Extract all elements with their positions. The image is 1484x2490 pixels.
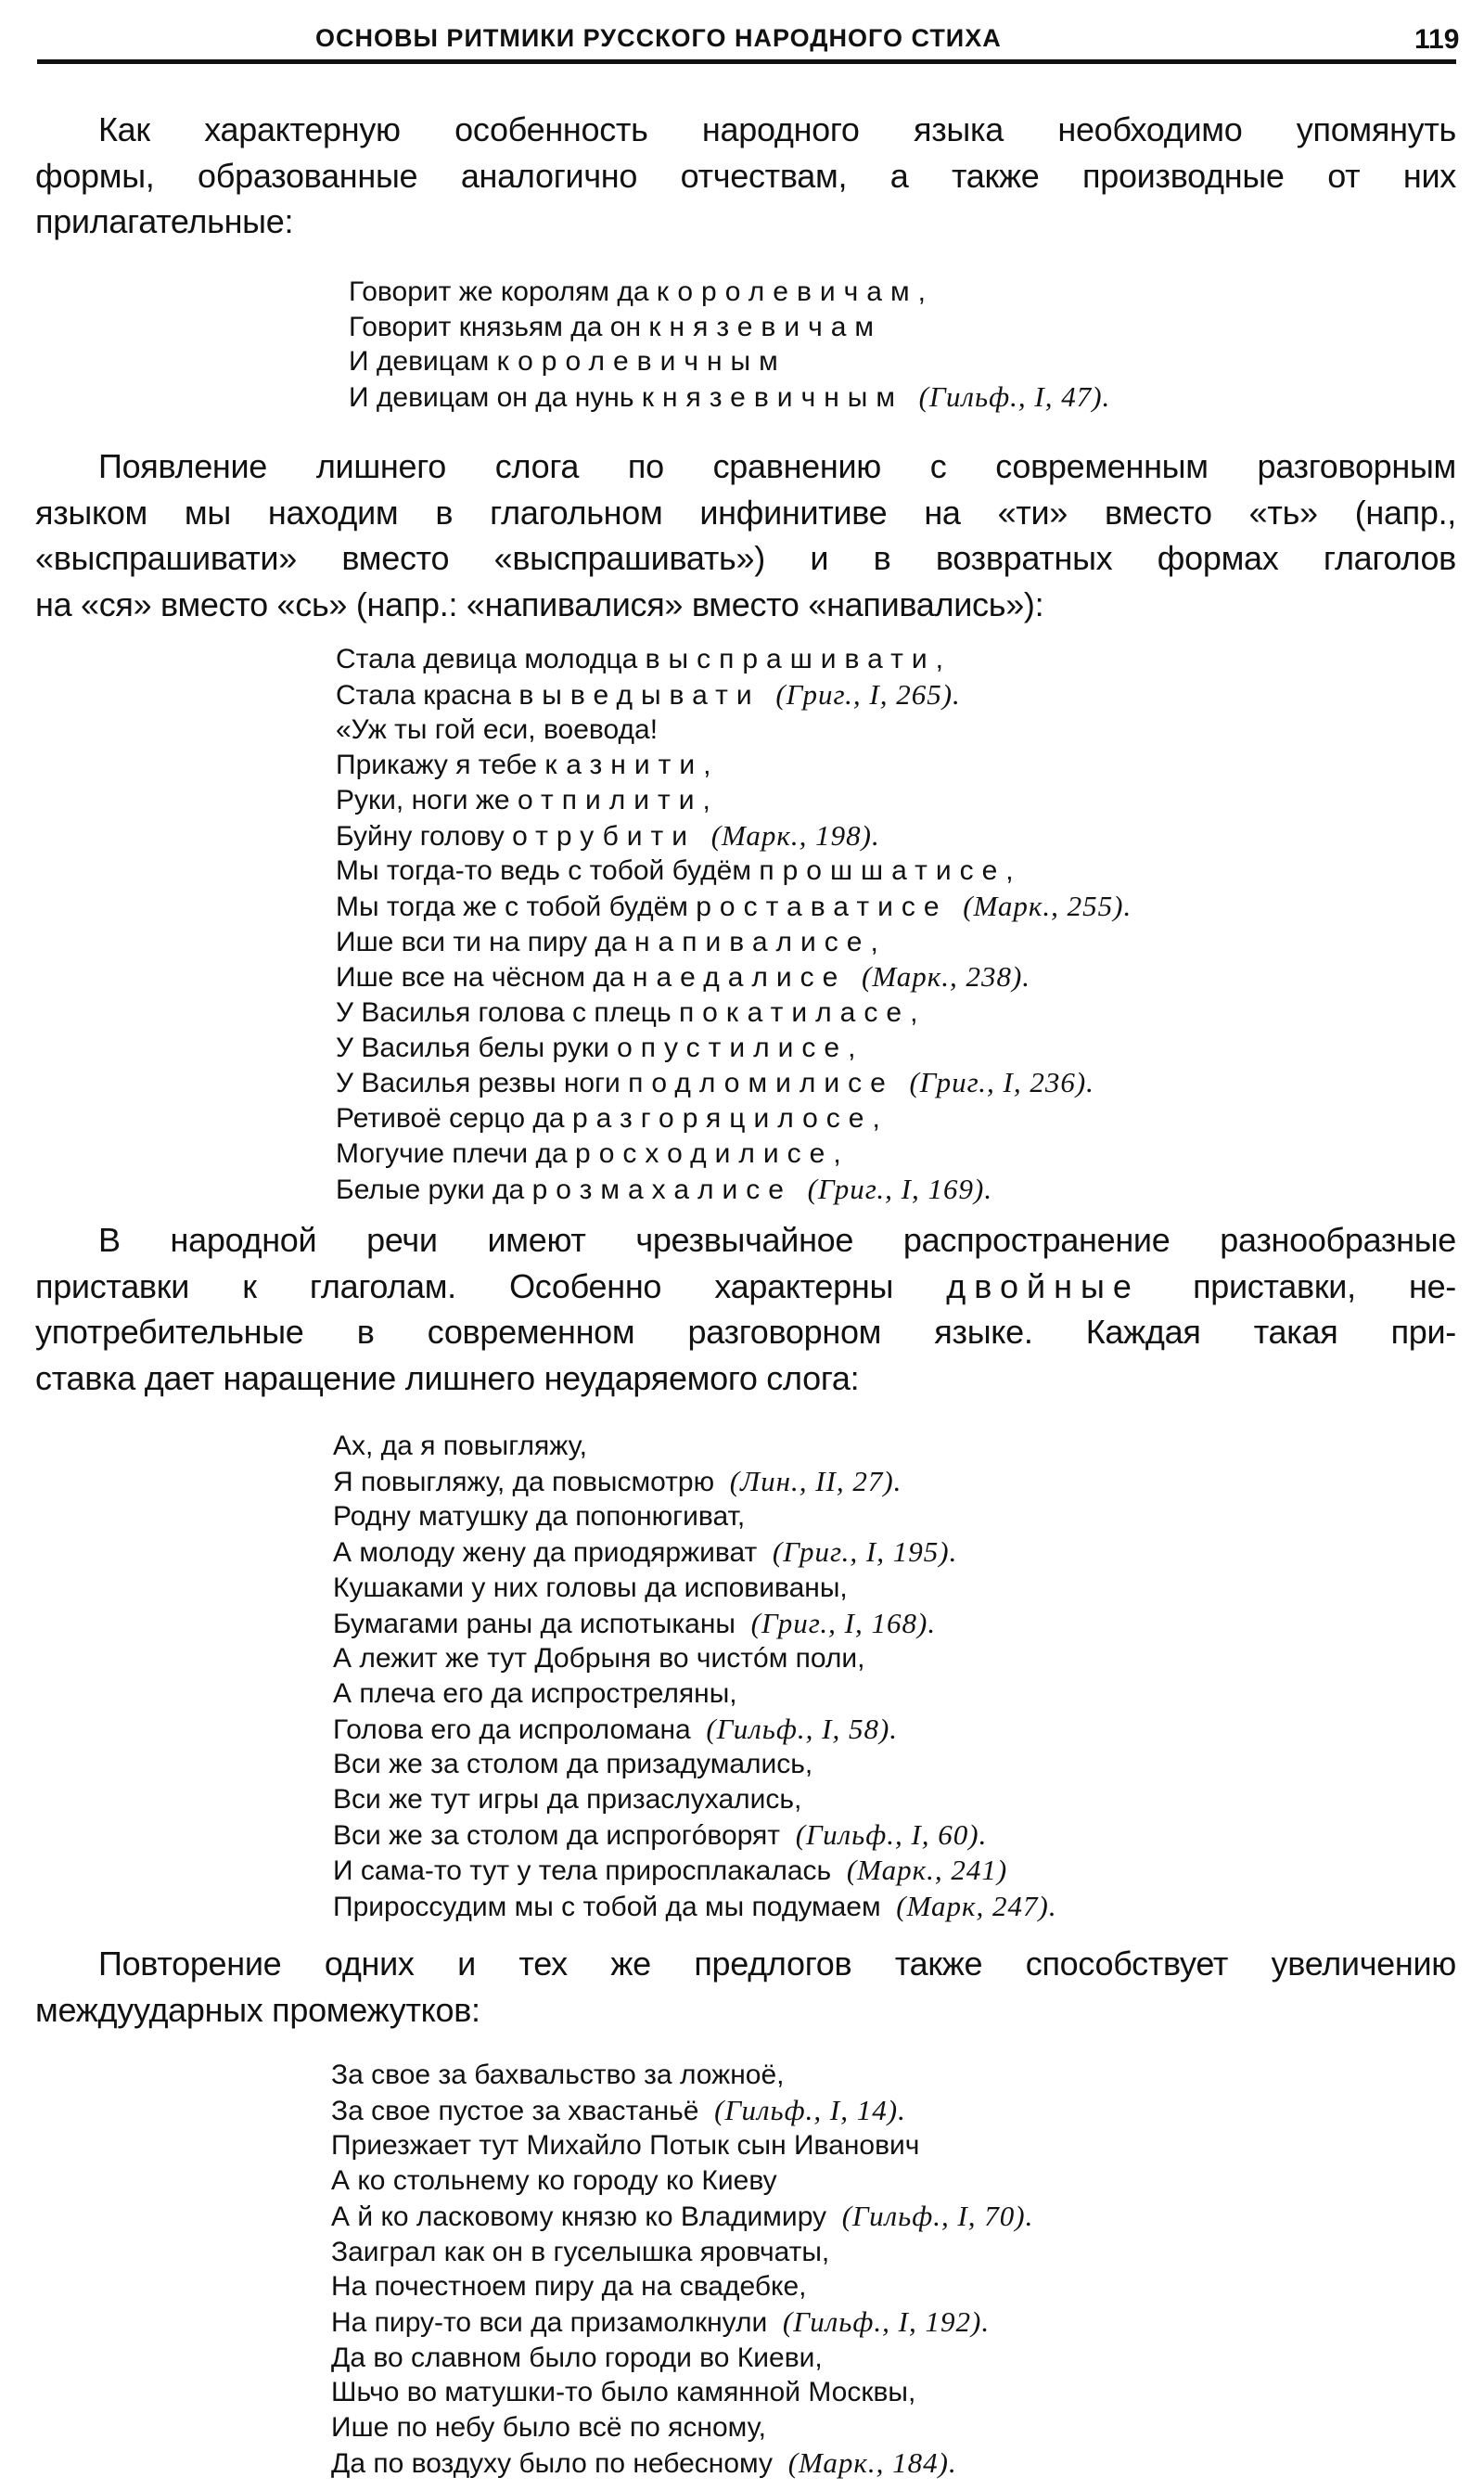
verse-text: Могучие плечи да — [336, 1137, 576, 1169]
verse-text: Приезжает тут Михайло Потык сын Иванович — [331, 2130, 920, 2162]
source-citation: (Гильф., I, 192). — [782, 2304, 991, 2338]
verse-line — [331, 2410, 1033, 2445]
verse-line — [349, 275, 1110, 310]
paragraph-text: приставки, не- — [1139, 1266, 1456, 1305]
page-number: 119 — [1414, 24, 1460, 55]
paragraph-line: на «ся» вместо «сь» (напр.: «напивалися» вместо «напивались»): — [35, 584, 1044, 623]
verse-text: Вси же тут игры да призаслухались, — [333, 1784, 802, 1816]
source-citation: (Гильф., I, 58). — [706, 1712, 899, 1745]
verse-text: Прикажу я тебе — [336, 750, 545, 781]
verse-line — [333, 1499, 1057, 1534]
verse-punctuation: , — [703, 750, 711, 781]
verse-text: А лежит же тут Добрыня во чистóм поли, — [333, 1643, 865, 1675]
verse-line — [336, 677, 1132, 713]
verse-text: Родну матушку да попонюгиват, — [333, 1501, 746, 1533]
spaced-emphasis: росходилисе — [575, 1137, 834, 1169]
verse-text: «Уж ты гой еси, воевода! — [336, 714, 659, 746]
verse-line — [333, 1817, 1057, 1854]
verse-text: Стала девица молодца — [336, 644, 646, 674]
source-citation: (Марк., 198). — [710, 818, 880, 852]
verse-punctuation: , — [872, 1103, 880, 1135]
verse-line — [333, 1429, 1057, 1464]
verse-quote-2 — [336, 642, 1132, 1207]
verse-text: Ретивоё серцо да — [336, 1103, 572, 1135]
source-citation: (Гильф., I, 14). — [714, 2093, 906, 2126]
verse-line — [331, 2235, 1033, 2270]
verse-line — [331, 2269, 1033, 2304]
spaced-emphasis: выспрашивати — [645, 644, 936, 674]
paragraph-line: «выспрашивати» вместо «выспрашивать») и в возвратных формах глаголов — [35, 539, 1456, 577]
paragraph-3 — [35, 1217, 1456, 1401]
verse-line — [331, 2199, 1033, 2235]
source-citation: (Гильф., I, 47). — [918, 380, 1111, 414]
verse-line — [336, 925, 1132, 960]
source-citation: (Марк., 238). — [862, 960, 1031, 994]
verse-text: Ише по небу было всё по ясному, — [331, 2412, 766, 2444]
verse-text: Буйну голову — [336, 820, 513, 852]
paragraph-text: В народной речи имеют чрезвычайное распространение разнообразные — [98, 1221, 1456, 1259]
verse-line — [331, 2341, 1033, 2376]
spaced-emphasis: королевичным — [496, 346, 787, 378]
spaced-emphasis: двойные — [946, 1266, 1140, 1305]
spaced-emphasis: разгоряцилосе — [571, 1103, 873, 1135]
source-citation: (Григ., I, 195). — [772, 1535, 958, 1569]
verse-text: А молоду жену да приодярживат — [333, 1537, 758, 1569]
verse-punctuation: , — [935, 644, 944, 674]
verse-text: Говорит же королям да — [349, 276, 657, 307]
paragraph-line: языком мы находим в глагольном инфинитиве на «ти» вместо «ть» (напр., — [35, 493, 1456, 532]
spaced-emphasis: покатиласе — [678, 997, 911, 1029]
verse-line — [331, 2163, 1033, 2199]
paragraph-1 — [35, 107, 1456, 245]
source-citation: (Марк., 184). — [787, 2445, 957, 2479]
verse-text: Бумагами раны да испотыканы — [333, 1608, 736, 1639]
paragraph-line — [35, 1217, 1456, 1264]
verse-line — [336, 712, 1132, 748]
verse-line — [349, 310, 1110, 345]
verse-punctuation: , — [870, 926, 878, 957]
paragraph-line — [35, 1264, 1456, 1310]
verse-text: Кушаками у них головы да исповиваны, — [333, 1572, 848, 1603]
verse-text: На пиру-то вси да призамолкнули — [331, 2306, 768, 2338]
header-rule — [37, 59, 1456, 64]
paragraph-line: Появление лишнего слога по сравнению с современным разговорным — [98, 447, 1456, 485]
verse-quote-4 — [331, 2058, 1033, 2481]
verse-line — [333, 1889, 1057, 1925]
spaced-emphasis: выведывати — [518, 679, 761, 711]
verse-text: Я повыгляжу, да повысмотрю — [333, 1466, 715, 1497]
spaced-emphasis: казнити — [544, 750, 704, 781]
spaced-emphasis: напивалисе — [633, 926, 871, 957]
verse-line — [336, 1031, 1132, 1066]
source-citation: (Григ., I, 265). — [775, 677, 961, 711]
verse-line — [331, 2304, 1033, 2341]
verse-text: Ах, да я повыгляжу, — [333, 1431, 587, 1461]
verse-line — [333, 1571, 1057, 1606]
verse-text: Мы тогда-то ведь с тобой будём — [336, 855, 760, 887]
verse-text: Ише вси ти на пиру да — [336, 926, 634, 957]
verse-text: И девицам — [349, 346, 497, 378]
verse-line — [336, 818, 1132, 854]
source-citation: (Марк., 255). — [963, 889, 1132, 922]
source-citation: (Гильф., I, 70). — [841, 2199, 1034, 2232]
source-citation: (Григ., I, 236). — [909, 1066, 1094, 1099]
verse-text: Белые руки да — [336, 1174, 532, 1205]
verse-line — [336, 783, 1132, 818]
verse-line — [336, 995, 1132, 1031]
verse-text: Шьчо во матушки-то было камянной Москвы, — [331, 2377, 916, 2408]
verse-line — [333, 1534, 1057, 1571]
verse-line — [333, 1464, 1057, 1500]
verse-text: За свое за бахвальство за ложноё, — [331, 2060, 785, 2090]
verse-line — [333, 1782, 1057, 1817]
verse-text: Да во славном было городи во Киеви, — [331, 2342, 823, 2373]
verse-quote-3 — [333, 1429, 1057, 1925]
verse-text: Вси же за столом да призадумались, — [333, 1749, 813, 1780]
page-header — [0, 0, 1484, 74]
verse-punctuation: , — [833, 1137, 841, 1169]
verse-text: Говорит князьям да он — [349, 311, 649, 342]
verse-text: У Василья резвы ноги — [336, 1068, 629, 1099]
verse-line — [333, 1747, 1057, 1782]
paragraph-line: Как характерную особенность народного языка необходимо упомянуть — [98, 110, 1456, 148]
verse-text: А й ко ласковому князю ко Владимиру — [331, 2201, 827, 2232]
spaced-emphasis: розмахалисе — [531, 1174, 792, 1205]
verse-text: И сама-то тут у тела приросплакалась — [333, 1855, 832, 1887]
verse-text: Голова его да испроломана — [333, 1713, 691, 1745]
verse-line — [336, 642, 1132, 677]
verse-text: Да по воздуху было по небесному — [331, 2447, 774, 2479]
verse-text: У Василья голова с плець — [336, 997, 679, 1029]
verse-line — [331, 2058, 1033, 2093]
verse-line — [336, 854, 1132, 889]
verse-line — [336, 1172, 1132, 1208]
verse-line — [331, 2375, 1033, 2410]
verse-text: На почестноем пиру да на свадебке, — [331, 2271, 807, 2303]
spaced-emphasis: наедалисе — [632, 962, 847, 994]
verse-line — [333, 1853, 1057, 1889]
verse-punctuation: , — [910, 997, 918, 1029]
verse-line — [333, 1641, 1057, 1676]
verse-line — [349, 344, 1110, 379]
verse-quote-1 — [349, 275, 1110, 416]
paragraph-line: Повторение одних и тех же предлогов также способствует увеличению — [98, 1945, 1456, 1983]
paragraph-text: приставки к глаголам. Особенно характерны — [35, 1266, 947, 1305]
source-citation: (Григ., I, 168). — [750, 1606, 937, 1639]
source-citation: (Гильф., I, 60). — [795, 1817, 988, 1851]
spaced-emphasis: подломилисе — [628, 1068, 894, 1099]
source-citation: (Марк., 241) — [846, 1854, 1008, 1887]
verse-line — [336, 1136, 1132, 1172]
paragraph-text: употребительные в современном разговорном языке. Каждая такая при- — [35, 1313, 1456, 1351]
running-title: ОСНОВЫ РИТМИКИ РУССКОГО НАРОДНОГО СТИХА — [315, 24, 1002, 52]
verse-line — [333, 1606, 1057, 1642]
verse-punctuation: , — [702, 784, 710, 815]
paragraph-4 — [35, 1941, 1456, 2033]
paragraph-line — [35, 1309, 1456, 1355]
spaced-emphasis: князевичам — [648, 311, 883, 342]
verse-text: Мы тогда же с тобой будём — [336, 891, 697, 922]
verse-punctuation: , — [848, 1032, 856, 1063]
spaced-emphasis: королевичам — [656, 276, 918, 307]
verse-line — [336, 1065, 1132, 1101]
verse-line — [331, 2093, 1033, 2129]
spaced-emphasis: прошшатисе — [759, 855, 1006, 887]
verse-text: И девицам он да нунь — [349, 382, 642, 414]
verse-text: Вси же за столом да испрогóворят — [333, 1819, 781, 1851]
verse-line — [331, 2128, 1033, 2163]
verse-line — [349, 379, 1110, 416]
spaced-emphasis: князевичным — [641, 382, 903, 414]
paragraph-line: формы, образованные аналогично отчествам, а также производные от них — [35, 156, 1456, 195]
spaced-emphasis: отрубити — [512, 820, 697, 852]
verse-punctuation: , — [1005, 855, 1014, 887]
verse-text: А плеча его да испростреляны, — [333, 1677, 737, 1709]
verse-line — [333, 1676, 1057, 1712]
spaced-emphasis: опустилисе — [617, 1032, 849, 1063]
verse-line — [336, 748, 1132, 783]
verse-text: А ко стольнему ко городу ко Киеву — [331, 2165, 777, 2197]
spaced-emphasis: отпилити — [517, 784, 703, 815]
verse-line — [331, 2445, 1033, 2482]
verse-line — [333, 1712, 1057, 1748]
paragraph-line: междуударных промежутков: — [35, 1990, 480, 2029]
verse-punctuation: , — [917, 276, 926, 307]
verse-line — [336, 959, 1132, 995]
verse-text: Заиграл как он в гуселышка яровчаты, — [331, 2236, 830, 2267]
source-citation: (Лин., II, 27). — [729, 1464, 902, 1497]
paragraph-2 — [35, 443, 1456, 627]
paragraph-line — [35, 1355, 1456, 1402]
verse-text: Ише все на чёсном да — [336, 962, 633, 994]
source-citation: (Григ., I, 169). — [807, 1172, 993, 1205]
paragraph-line: прилагательные: — [35, 202, 294, 240]
verse-text: У Василья белы руки — [336, 1032, 618, 1063]
verse-line — [336, 1101, 1132, 1136]
verse-text: Руки, ноги же — [336, 784, 518, 815]
source-citation: (Марк, 247). — [896, 1890, 1057, 1923]
paragraph-text: ставка дает наращение лишнего неударяемого слога: — [35, 1358, 860, 1397]
spaced-emphasis: роставатисе — [696, 891, 948, 922]
verse-text: Прироссудим мы с тобой да мы подумаем — [333, 1892, 881, 1923]
verse-text: Стала красна — [336, 679, 519, 711]
verse-line — [336, 889, 1132, 925]
verse-text: За свое пустое за хвастаньё — [331, 2095, 699, 2126]
